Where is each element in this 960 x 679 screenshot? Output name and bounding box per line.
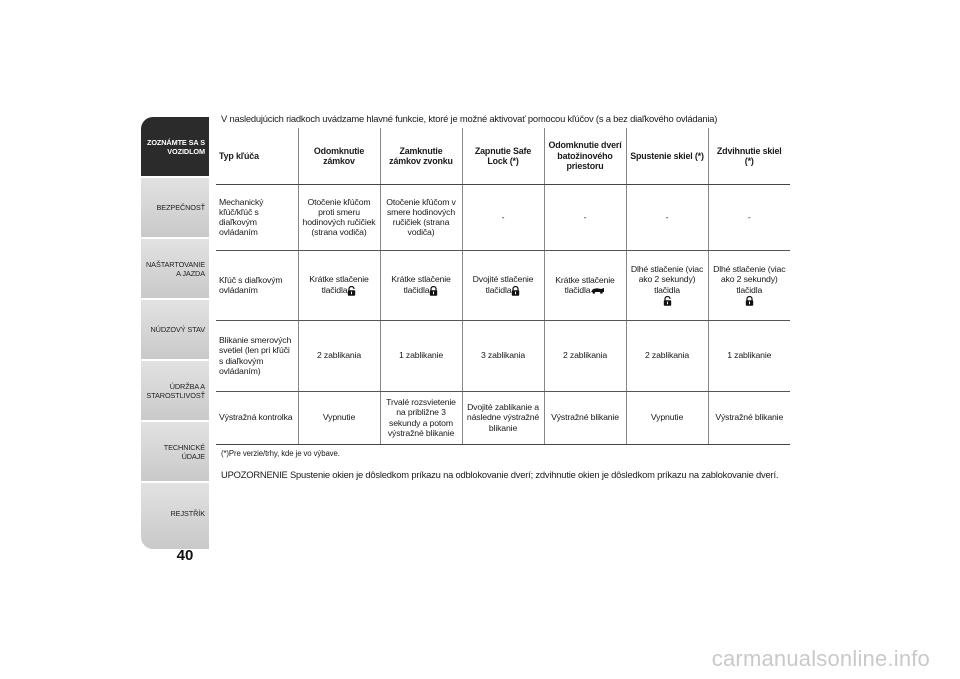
table-cell: Vypnutie — [626, 391, 708, 444]
sidebar-item-label: NÚDZOVÝ STAV — [150, 325, 205, 334]
table-cell: Trvalé rozsvietenie na približne 3 sekundy a potom výstražné blikanie — [380, 391, 462, 444]
table-cell: 1 zablikanie — [380, 320, 462, 391]
table-cell: 2 zablikania — [298, 320, 380, 391]
table-cell: - — [544, 184, 626, 250]
table-cell: Výstražné blikanie — [708, 391, 790, 444]
table-header-row — [216, 128, 790, 184]
cell-text: Dlhé stlačenie (viac ako 2 sekundy) tlačidla — [713, 264, 786, 295]
sidebar-item-rejstrik[interactable] — [141, 483, 209, 549]
sidebar-item-technicke-udaje[interactable] — [141, 422, 209, 481]
warning-text: UPOZORNENIE Spustenie okien je dôsledkom príkazu na odblokovanie dverí; zdvihnutie okien je dôsledkom príkazu na zablokovanie dverí. — [221, 469, 779, 480]
cell-text: Dvojité stlačenie tlačidla — [472, 274, 534, 295]
table-cell: Otočenie kľúčom v smere hodinových ručičiek (strana vodiča) — [380, 184, 462, 250]
sidebar-item-label: NAŠTARTOVANIE A JAZDA — [146, 259, 205, 278]
sidebar-item-label: ÚDRŽBA A STAROSTLIVOSŤ — [146, 381, 205, 400]
table-cell: Vypnutie — [298, 391, 380, 444]
table-cell: 2 zablikania — [544, 320, 626, 391]
table-cell: 3 zablikania — [462, 320, 544, 391]
table-cell — [708, 250, 790, 320]
table-cell: 1 zablikanie — [708, 320, 790, 391]
trunk-icon — [590, 286, 605, 294]
table-cell — [380, 250, 462, 320]
table-cell: - — [708, 184, 790, 250]
table-cell: Výstražné blikanie — [544, 391, 626, 444]
sidebar-item-nastartovanie[interactable] — [141, 239, 209, 298]
table-cell: Výstražná kontrolka — [216, 391, 298, 444]
footnote: (*)Pre verzie/trhy, kde je vo výbave. — [221, 449, 340, 458]
table-cell: 2 zablikania — [626, 320, 708, 391]
table-row — [216, 320, 790, 391]
column-header: Typ kľúča — [216, 128, 298, 184]
lock-icon — [511, 286, 520, 296]
column-header: Odomknutie zámkov — [298, 128, 380, 184]
table-cell: - — [462, 184, 544, 250]
sidebar-item-zoznamte-sa[interactable] — [141, 117, 209, 176]
table-cell — [298, 250, 380, 320]
sidebar-item-bezpecnost[interactable] — [141, 178, 209, 237]
table-row — [216, 391, 790, 444]
table-cell: - — [626, 184, 708, 250]
table-row — [216, 250, 790, 320]
table-row — [216, 184, 790, 250]
sidebar-item-label: ZOZNÁMTE SA S VOZIDLOM — [146, 137, 205, 156]
column-header: Odomknutie dverí batožinového priestoru — [544, 128, 626, 184]
column-header: Zapnutie Safe Lock (*) — [462, 128, 544, 184]
cell-text: Krátke stlačenie tlačidla — [309, 274, 369, 295]
watermark: carmanualsonline.info — [711, 646, 930, 671]
intro-text: V nasledujúcich riadkoch uvádzame hlavné funkcie, ktoré je možné aktivovať pomocou kľúčov (s a bez diaľkového ovládania) — [221, 113, 718, 124]
table-cell: Mechanický kľúč/kľúč s diaľkovým ovládaním — [216, 184, 298, 250]
chapter-sidebar — [141, 117, 209, 551]
cell-text: Krátke stlačenie tlačidla — [391, 274, 451, 295]
unlock-icon — [663, 296, 672, 306]
column-header: Zdvihnutie skiel (*) — [708, 128, 790, 184]
table-cell: Kľúč s diaľkovým ovládaním — [216, 250, 298, 320]
table-cell — [544, 250, 626, 320]
page-number: 40 — [176, 547, 194, 564]
cell-text: Dlhé stlačenie (viac ako 2 sekundy) tlačidla — [630, 264, 704, 295]
table-cell — [626, 250, 708, 320]
lock-icon — [429, 286, 438, 296]
column-header: Spustenie skiel (*) — [626, 128, 708, 184]
sidebar-item-label: TECHNICKÉ ÚDAJE — [163, 442, 205, 461]
table-cell: Dvojité zablikanie a následne výstražné blikanie — [462, 391, 544, 444]
table-cell — [462, 250, 544, 320]
sidebar-item-label: REJSTŘÍK — [170, 509, 205, 518]
sidebar-item-nudzovy-stav[interactable] — [141, 300, 209, 359]
sidebar-item-label: BEZPEČNOSŤ — [156, 203, 205, 212]
unlock-icon — [347, 286, 356, 296]
table-cell: Otočenie kľúčom proti smeru hodinových ručičiek (strana vodiča) — [298, 184, 380, 250]
column-header: Zamknutie zámkov zvonku — [380, 128, 462, 184]
table-cell: Blikanie smerových svetiel (len pri kľúči s diaľkovým ovládaním) — [216, 320, 298, 391]
sidebar-item-udrzba[interactable] — [141, 361, 209, 420]
lock-icon — [745, 296, 754, 306]
key-functions-table — [216, 128, 790, 445]
cell-text: Krátke stlačenie tlačidla — [555, 274, 615, 295]
